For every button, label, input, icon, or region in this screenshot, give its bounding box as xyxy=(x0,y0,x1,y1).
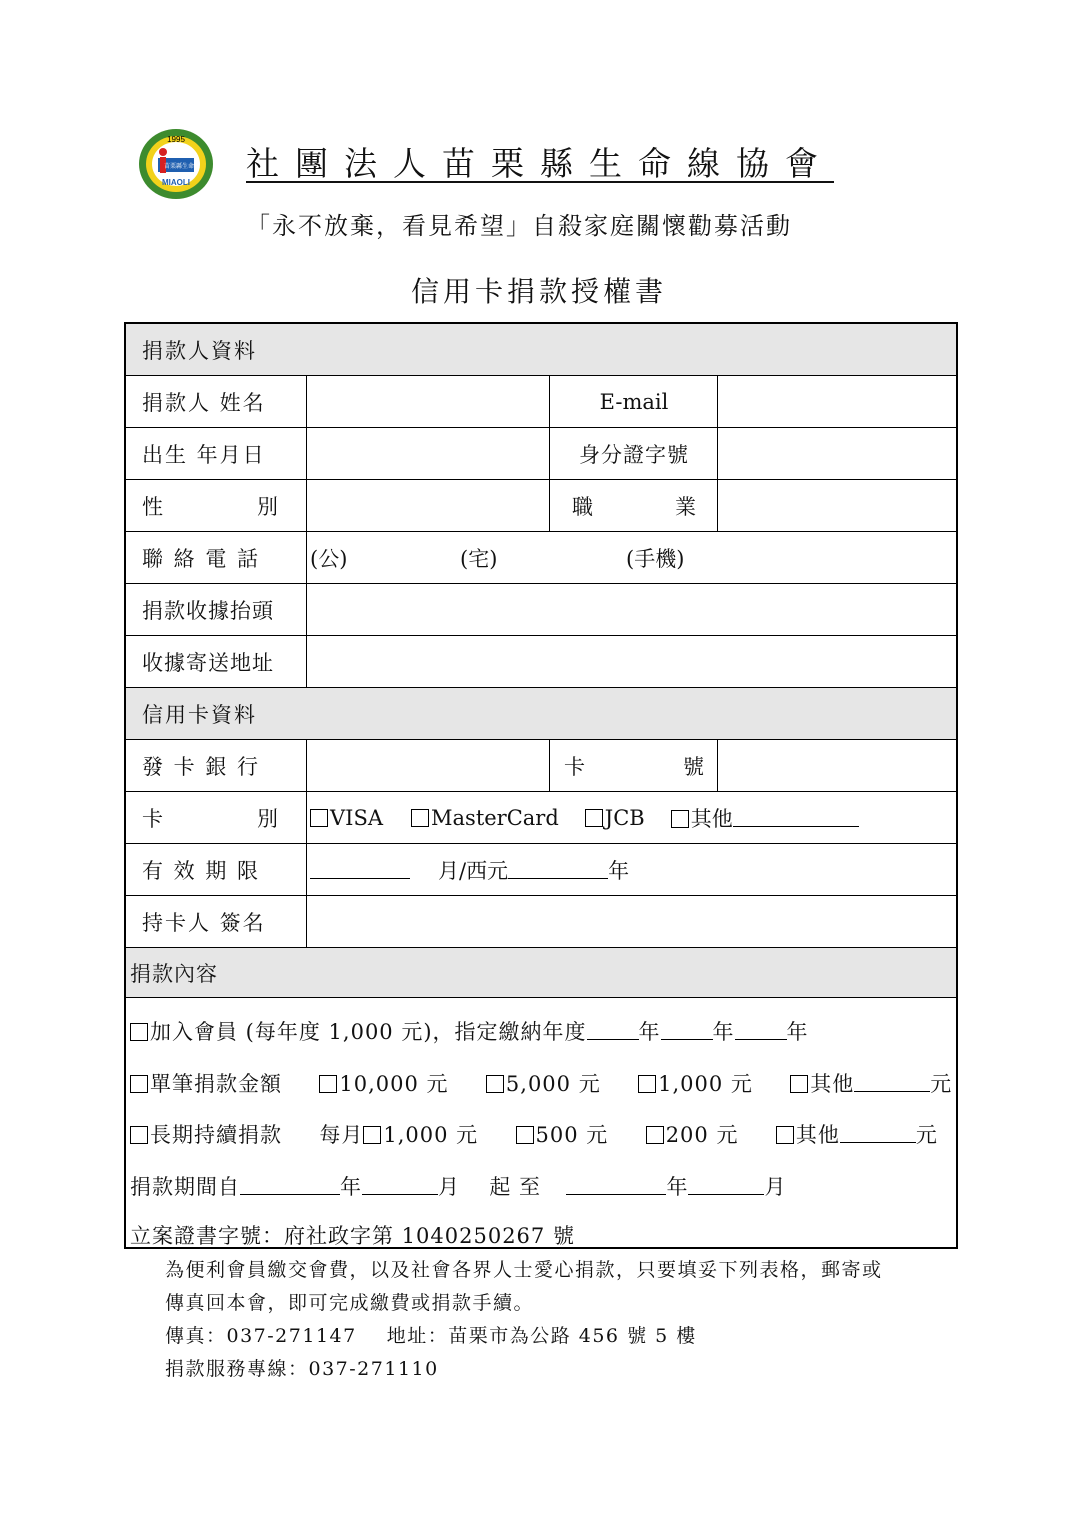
notes-line-2: 傳真回本會，即可完成繳費或捐款手續。 xyxy=(165,1292,535,1314)
expiry-month-text: 月/西元 xyxy=(438,858,509,883)
row-gender-job xyxy=(126,480,956,532)
logo-en: MIAOLI xyxy=(162,178,190,187)
other-card-checkbox[interactable] xyxy=(671,810,689,828)
long-other-checkbox[interactable] xyxy=(776,1126,794,1144)
id-label: 身分證字號 xyxy=(579,442,689,467)
email-field[interactable] xyxy=(719,376,955,427)
period-to-month-blank[interactable] xyxy=(688,1176,764,1195)
job-label xyxy=(572,480,696,531)
card-type-label-a: 卡 xyxy=(142,806,165,831)
job-label-a: 職 xyxy=(572,494,593,519)
phone-home[interactable]: (宅) xyxy=(460,546,498,571)
gender-label-b: 別 xyxy=(257,494,280,519)
phone-office[interactable]: (公) xyxy=(310,546,348,571)
donation-content xyxy=(126,998,956,1251)
row-receipt-address xyxy=(126,636,956,688)
notes-line-1: 為便利會員繳交會費，以及社會各界人士愛心捐款，只要填妥下列表格，郵寄或 xyxy=(165,1259,883,1281)
receipt-address-field[interactable] xyxy=(308,636,954,687)
card-type-label xyxy=(142,792,280,843)
member-year1-blank[interactable] xyxy=(587,1021,639,1040)
jcb-option[interactable]: JCB xyxy=(585,806,645,830)
gender-label xyxy=(142,480,280,531)
row-name-email xyxy=(126,376,956,428)
card-type-label-b: 別 xyxy=(257,806,280,831)
cardno-label-b: 號 xyxy=(683,754,704,779)
card-section-title: 信用卡資料 xyxy=(142,702,257,727)
bank-field[interactable] xyxy=(308,740,548,791)
period-from-year-blank[interactable] xyxy=(240,1176,340,1195)
row-expiry xyxy=(126,844,956,896)
job-field[interactable] xyxy=(719,480,955,531)
single-other-blank[interactable] xyxy=(854,1073,930,1092)
row-bank-cardno xyxy=(126,740,956,792)
long-200-checkbox[interactable] xyxy=(646,1126,664,1144)
expiry-month-blank[interactable] xyxy=(310,860,410,879)
member-year2-blank[interactable] xyxy=(661,1021,713,1040)
monthly-label: 每月 xyxy=(319,1123,364,1147)
period-from-month-blank[interactable] xyxy=(362,1176,438,1195)
other-card-option[interactable]: 其他 xyxy=(671,803,733,833)
long-500-checkbox[interactable] xyxy=(516,1126,534,1144)
logo-year: 1995 xyxy=(167,135,185,144)
period-to-label: 起 至 xyxy=(489,1175,542,1199)
association-logo xyxy=(138,128,214,200)
expiry-label: 有 效 期 限 xyxy=(142,858,261,883)
single-checkbox[interactable] xyxy=(130,1075,148,1093)
member-checkbox[interactable] xyxy=(130,1023,148,1041)
mastercard-checkbox[interactable] xyxy=(411,809,429,827)
single-other-checkbox[interactable] xyxy=(790,1075,808,1093)
birth-label: 出生 年月日 xyxy=(142,442,266,467)
visa-checkbox[interactable] xyxy=(310,809,328,827)
receipt-title-label: 捐款收據抬頭 xyxy=(142,598,274,623)
member-year3-blank[interactable] xyxy=(735,1021,787,1040)
jcb-checkbox[interactable] xyxy=(585,809,603,827)
row-phone xyxy=(126,532,956,584)
document-title: 信用卡捐款授權書 xyxy=(410,275,667,308)
mastercard-option[interactable]: MasterCard xyxy=(411,806,559,830)
period-to-year-blank[interactable] xyxy=(566,1176,666,1195)
long-1000-checkbox[interactable] xyxy=(363,1126,381,1144)
long-term-line: 長期持續捐款 每月 1,000 元 500 元 200 元 其他 元 xyxy=(130,1119,938,1149)
row-birth-id xyxy=(126,428,956,480)
job-label-b: 業 xyxy=(675,494,696,519)
notes xyxy=(165,1254,883,1386)
donor-section-header xyxy=(126,324,956,376)
member-line: 加入會員 (每年度 1,000 元)，指定繳納年度 年 年 年 xyxy=(130,1016,809,1046)
single-5000-checkbox[interactable] xyxy=(486,1075,504,1093)
hotline: 捐款服務專線：037-271110 xyxy=(165,1358,439,1380)
receipt-address-label: 收據寄送地址 xyxy=(142,650,274,675)
member-text: 加入會員 (每年度 1,000 元)，指定繳納年度 xyxy=(150,1020,587,1044)
other-card-blank[interactable] xyxy=(733,808,859,827)
gender-field[interactable] xyxy=(308,480,548,531)
row-card-type xyxy=(126,792,956,844)
row-receipt-title xyxy=(126,584,956,636)
single-label: 單筆捐款金額 xyxy=(150,1072,282,1096)
cardno-field[interactable] xyxy=(719,740,955,791)
gender-label-a: 性 xyxy=(142,494,165,519)
birth-field[interactable] xyxy=(308,428,548,479)
logo-name: 苗栗縣生命線 xyxy=(163,163,201,170)
long-other-blank[interactable] xyxy=(840,1124,916,1143)
donor-section-title: 捐款人資料 xyxy=(142,338,257,363)
period-from-label: 捐款期間自 xyxy=(130,1175,240,1199)
donation-section-header xyxy=(126,948,956,998)
period-line: 捐款期間自 年 月 起 至 年 月 xyxy=(130,1175,787,1199)
long-term-label: 長期持續捐款 xyxy=(150,1123,282,1147)
authorization-form xyxy=(124,322,958,1249)
phone-label: 聯 絡 電 話 xyxy=(142,546,261,571)
campaign-title: 「永不放棄，看見希望」自殺家庭關懷勸募活動 xyxy=(246,212,792,240)
single-donation-line: 單筆捐款金額 10,000 元 5,000 元 1,000 元 其他 元 xyxy=(130,1068,952,1098)
phone-mobile[interactable]: (手機) xyxy=(626,546,685,571)
signature-label: 持卡人 簽名 xyxy=(142,910,266,935)
visa-option[interactable]: VISA xyxy=(310,806,383,830)
name-field[interactable] xyxy=(308,376,548,427)
cardno-label-a: 卡 xyxy=(564,754,585,779)
fax-number: 傳真：037-271147 xyxy=(165,1325,357,1347)
expiry-year-blank[interactable] xyxy=(508,860,608,879)
cardno-label xyxy=(564,740,704,791)
signature-field[interactable] xyxy=(308,896,954,947)
registration-number: 立案證書字號：府社政字第 1040250267 號 xyxy=(130,1224,575,1248)
organization-title: 社團法人苗栗縣生命線協會 xyxy=(246,144,834,183)
card-type-options xyxy=(310,792,859,843)
name-label: 捐款人 姓名 xyxy=(142,390,266,415)
expiry-year-text: 年 xyxy=(608,858,630,883)
id-field[interactable] xyxy=(719,428,955,479)
notes-contact xyxy=(165,1320,883,1353)
card-section-header xyxy=(126,688,956,740)
expiry-fields xyxy=(310,844,629,895)
receipt-title-field[interactable] xyxy=(308,584,954,635)
bank-label: 發 卡 銀 行 xyxy=(142,754,261,779)
donation-section-title: 捐款內容 xyxy=(130,961,218,986)
single-10000-checkbox[interactable] xyxy=(319,1075,337,1093)
address: 地址：苗栗市為公路 456 號 5 樓 xyxy=(386,1325,697,1347)
row-signature xyxy=(126,896,956,948)
long-term-checkbox[interactable] xyxy=(130,1126,148,1144)
email-label: E-mail xyxy=(599,389,669,414)
single-1000-checkbox[interactable] xyxy=(638,1075,656,1093)
